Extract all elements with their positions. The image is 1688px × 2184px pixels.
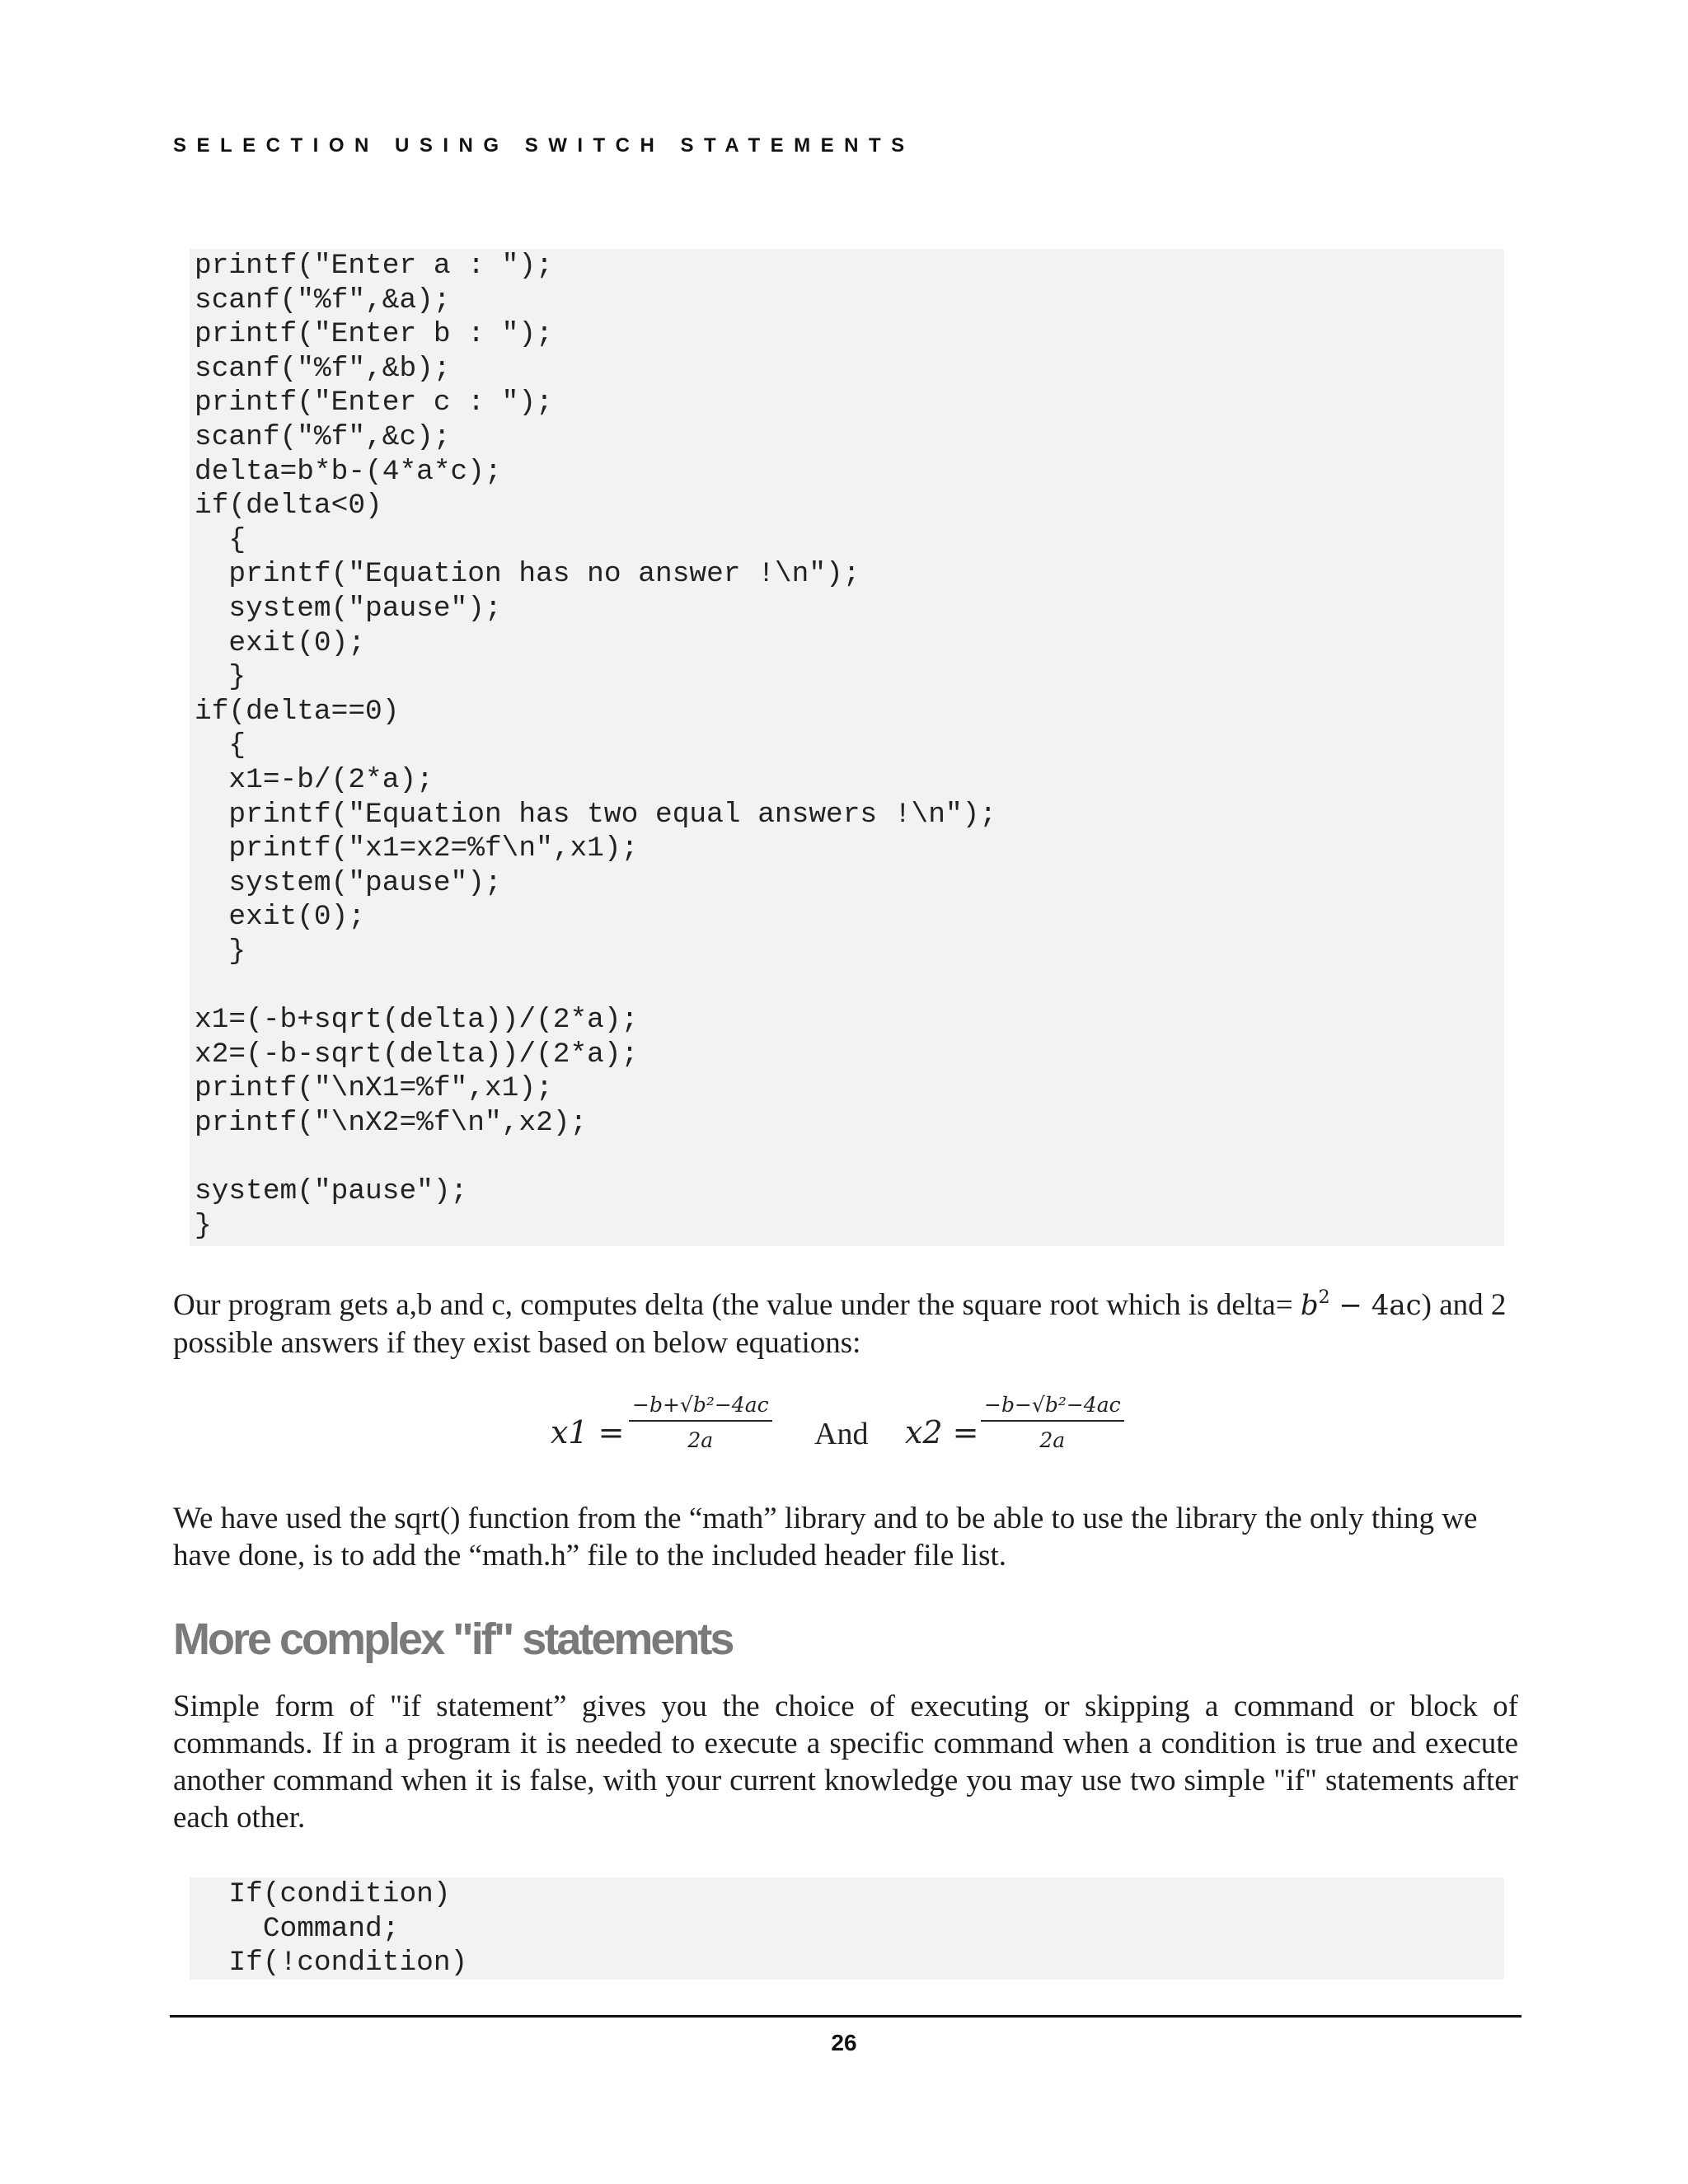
- equation-connector: And: [814, 1417, 869, 1451]
- paragraph-sqrt-library: We have used the sqrt() function from the “math” library and to be able to use the library the only thing we have done, is to add the “math.h” file to the included header file list.: [173, 1502, 1478, 1572]
- x1-denominator: 2a: [687, 1428, 714, 1452]
- running-header: SELECTION USING SWITCH STATEMENTS: [173, 134, 915, 157]
- page-number: 26: [831, 2030, 857, 2055]
- paragraph-text-start: Our program gets a,b and c, computes delta (the value under the square root which is delta=: [173, 1288, 1301, 1322]
- paragraph-text-end: ) and 2 possible answers if they exist based on below equations:: [173, 1288, 1507, 1360]
- paragraph-if-statements: Simple form of "if statement” gives you the choice of executing or skipping a command or block of commands. If in a program it is needed to execute a specific command when a condition is true and execute another command when it is false, with your current knowledge you may use two simple "if" statements after each other.: [173, 1690, 1518, 1835]
- code-block-quadratic-solver: [190, 249, 1504, 1246]
- code-block-if-example: [190, 1877, 1504, 1980]
- x2-numerator: −b−√b²−4ac: [981, 1393, 1124, 1422]
- x2-fraction: [981, 1393, 1124, 1452]
- x1-label: x1 =: [551, 1414, 625, 1451]
- code-text: If(condition) Command; If(!condition): [228, 1878, 468, 1980]
- x2-denominator: 2a: [1039, 1428, 1066, 1452]
- quadratic-equations: [0, 1393, 1688, 1483]
- x1-numerator: −b+√b²−4ac: [629, 1393, 772, 1422]
- paragraph-program-description: [173, 1286, 1518, 1361]
- x2-label: x2 =: [905, 1414, 979, 1451]
- code-text: printf("Enter a : "); scanf("%f",&a); printf("Enter b : "); scanf("%f",&b); printf("Enter c : "); scanf("%f",&c); delta=b*b-(4*a*c); if(delta<0) { printf("Equation has no answer !\n"); system("pause"); exit(0); } if(delta==0) { x1=-b/(2*a); printf("Equation has two equal answers !\n"); printf("x1=x2=%f\n",x1); system("pause"); exit(0); } x1=(-b+sqrt(delta))/(2*a); x2=(-b-sqrt(delta))/(2*a); printf("\nX1=%f",x1); printf("\nX2=%f\n",x2); system("pause"); }: [195, 250, 997, 1242]
- section-heading: More complex "if" statements: [173, 1615, 733, 1664]
- inline-formula-delta: $b^2 - 4ac$: [1300, 1287, 1422, 1322]
- footer-divider: [170, 2015, 1522, 2018]
- x1-fraction: [629, 1393, 772, 1452]
